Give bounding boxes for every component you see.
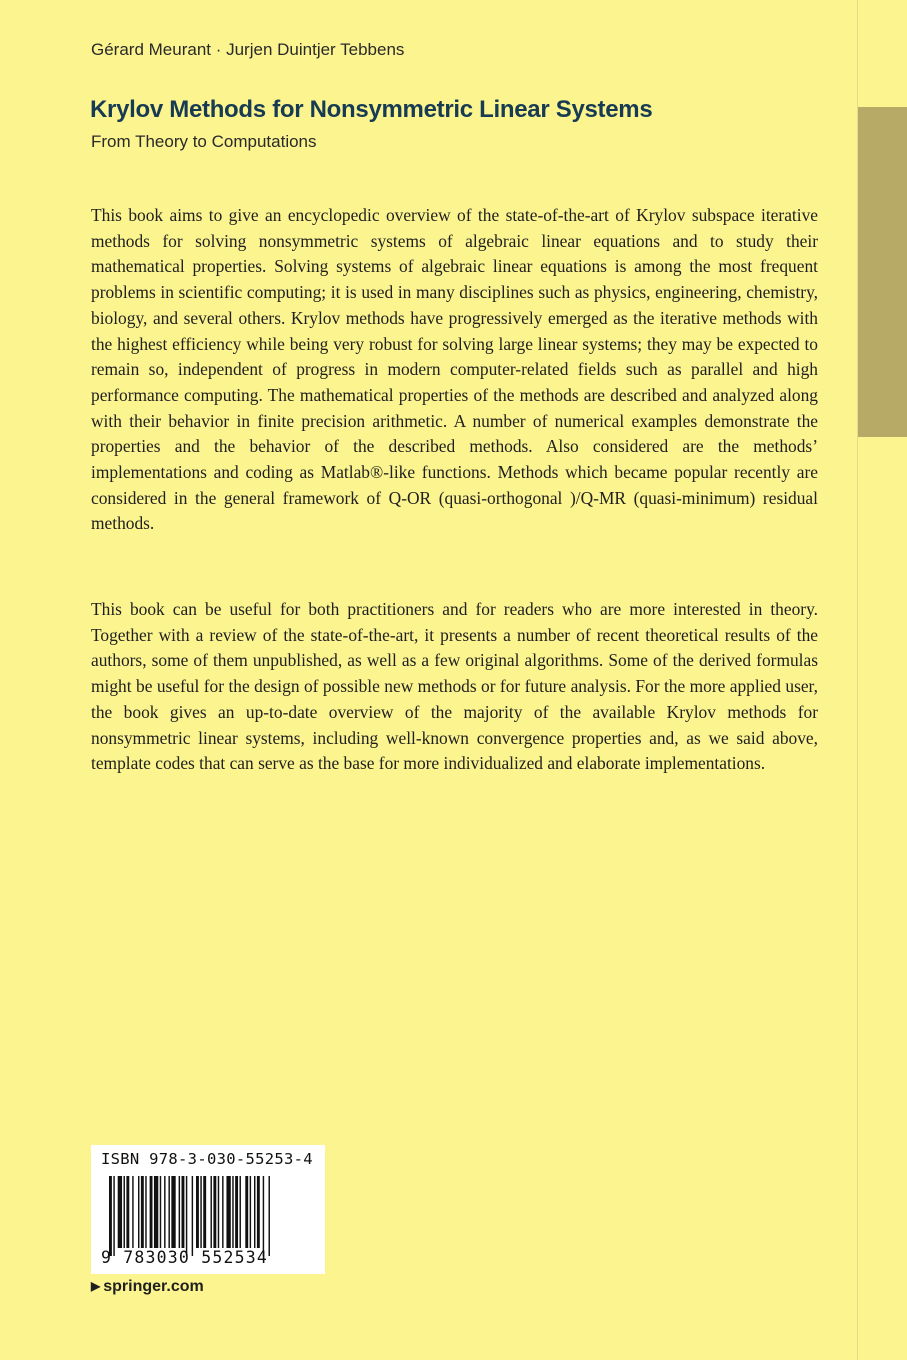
book-subtitle: From Theory to Computations bbox=[91, 132, 317, 151]
barcode-bar bbox=[200, 1176, 201, 1248]
barcode-bar bbox=[196, 1176, 199, 1248]
barcode-bar bbox=[257, 1176, 260, 1248]
spine-accent-band bbox=[858, 107, 907, 437]
barcode-bar bbox=[203, 1176, 206, 1248]
barcode-bar bbox=[232, 1176, 233, 1248]
barcode-bar bbox=[182, 1176, 185, 1248]
barcode-bar bbox=[235, 1176, 238, 1248]
triangle-right-icon: ▶ bbox=[91, 1279, 101, 1293]
book-title: Krylov Methods for Nonsymmetric Linear Systems bbox=[90, 96, 653, 123]
isbn-label: ISBN 978-3-030-55253-4 bbox=[101, 1150, 313, 1168]
barcode-bar bbox=[109, 1176, 112, 1256]
barcode-bar bbox=[218, 1176, 219, 1248]
blurb-paragraph-1: This book aims to give an encyclopedic overview of the state-of-the-art of Krylov subspace iterative methods for solving nonsymmetric systems of algebraic linear equations and to study their mathematical properties. Solving systems of algebraic linear equations is among the most frequent problems in scientific computing; it is used in many disciplines such as physics, engineering, chemistry, biology, and several others. Krylov methods have progressively emerged as the iterative methods with the highest efficiency while being very robust for solving large linear systems; they may be expected to remain so, independent of progress in modern computer-related fields such as parallel and high performance computing. The mathematical properties of the methods are described and analyzed along with their behavior in finite precision arithmetic. A number of numerical examples demonstrate the properties and the behavior of the described methods. Also considered are the methods’ implementations and coding as Matlab®-like functions. Methods which became popular recently are considered in the general framework of Q-OR (quasi-orthogonal )/Q-MR (quasi-minimum) residual methods. bbox=[91, 205, 818, 534]
barcode-bar bbox=[269, 1176, 270, 1256]
barcode-bar bbox=[245, 1176, 248, 1248]
barcode-bar bbox=[211, 1176, 212, 1248]
isbn-barcode-block bbox=[91, 1145, 325, 1274]
barcode-bar bbox=[168, 1176, 169, 1248]
barcode-bar bbox=[192, 1176, 193, 1256]
barcode-bar bbox=[254, 1176, 255, 1248]
barcode-bar bbox=[132, 1176, 133, 1248]
barcode-bar bbox=[240, 1176, 241, 1248]
barcode-bar bbox=[154, 1176, 158, 1248]
barcode-bar bbox=[124, 1176, 125, 1248]
barcode-bar bbox=[213, 1176, 216, 1248]
barcode-bar bbox=[126, 1176, 129, 1248]
publisher-url: springer.com bbox=[103, 1278, 204, 1295]
barcode-bar bbox=[150, 1176, 153, 1248]
barcode-bar bbox=[145, 1176, 146, 1248]
authors: Gérard Meurant · Jurjen Duintjer Tebbens bbox=[91, 40, 405, 59]
barcode-bar bbox=[250, 1176, 251, 1248]
blurb-paragraph-2: This book can be useful for both practitioners and for readers who are more interested in theory. Together with a review of the state-of-the-art, it presents a number of recent theoretical results of the authors, some of them unpublished, as well as a few original algorithms. Some of the derived formulas might be useful for the design of possible new methods or for future analysis. For the more applied user, the book gives an up-to-date overview of the majority of the available Krylov methods for nonsymmetric linear systems, including well-known convergence properties and, as we said above, template codes that can serve as the base for more individualized and elaborate implementations. bbox=[91, 599, 818, 774]
barcode-bar bbox=[179, 1176, 180, 1248]
barcode-bar bbox=[226, 1176, 230, 1248]
barcode-bar bbox=[186, 1176, 187, 1256]
barcode-bar bbox=[171, 1176, 175, 1248]
barcode-bar bbox=[222, 1176, 223, 1248]
barcode-bar bbox=[118, 1176, 122, 1248]
barcode-bar bbox=[113, 1176, 114, 1256]
barcode-bar bbox=[138, 1176, 139, 1248]
barcode-digits: 9 783030 552534 bbox=[101, 1248, 269, 1267]
barcode-bar bbox=[160, 1176, 161, 1248]
barcode-bar bbox=[263, 1176, 264, 1256]
barcode-bar bbox=[164, 1176, 165, 1248]
barcode-bar bbox=[141, 1176, 144, 1248]
publisher-link[interactable] bbox=[91, 1278, 204, 1296]
